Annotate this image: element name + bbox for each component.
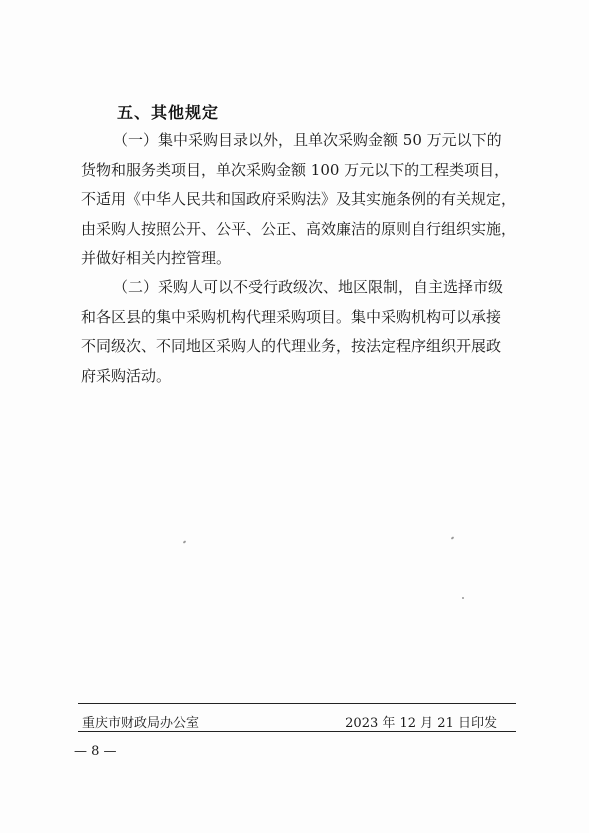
paragraph-2-line-4: 府采购活动。 (81, 367, 172, 385)
paragraph-1-line-2: 货物和服务类项目，单次采购金额 100 万元以下的工程类项目， (81, 161, 510, 179)
paragraph-1-line-5: 并做好相关内控管理。 (81, 249, 232, 267)
paragraph-2-line-1: （二）采购人可以不受行政级次、地区限制，自主选择市级 (113, 278, 504, 296)
paragraph-2-line-2: 和各区县的集中采购机构代理采购项目。集中采购机构可以承接 (81, 308, 502, 326)
scan-speck (183, 540, 187, 543)
scan-speck (462, 597, 465, 600)
paragraph-1-line-3: 不适用《中华人民共和国政府采购法》及其实施条例的有关规定， (81, 190, 517, 208)
page-number: — 8 — (74, 744, 117, 759)
section-heading: 五、其他规定 (117, 103, 220, 122)
issuer-name: 重庆市财政局办公室 (82, 716, 200, 731)
paragraph-1-line-4: 由采购人按照公开、公平、公正、高效廉洁的原则自行组织实施， (81, 220, 517, 238)
footer-bottom-rule (78, 731, 516, 732)
paragraph-1-line-1: （一）集中采购目录以外，且单次采购金额 50 万元以下的 (113, 131, 502, 149)
footer-top-rule (78, 703, 516, 704)
scan-speck (451, 536, 455, 539)
paragraph-2-line-3: 不同级次、不同地区采购人的代理业务，按法定程序组织开展政 (81, 337, 502, 355)
issue-date: 2023 年 12 月 21 日印发 (345, 716, 497, 731)
